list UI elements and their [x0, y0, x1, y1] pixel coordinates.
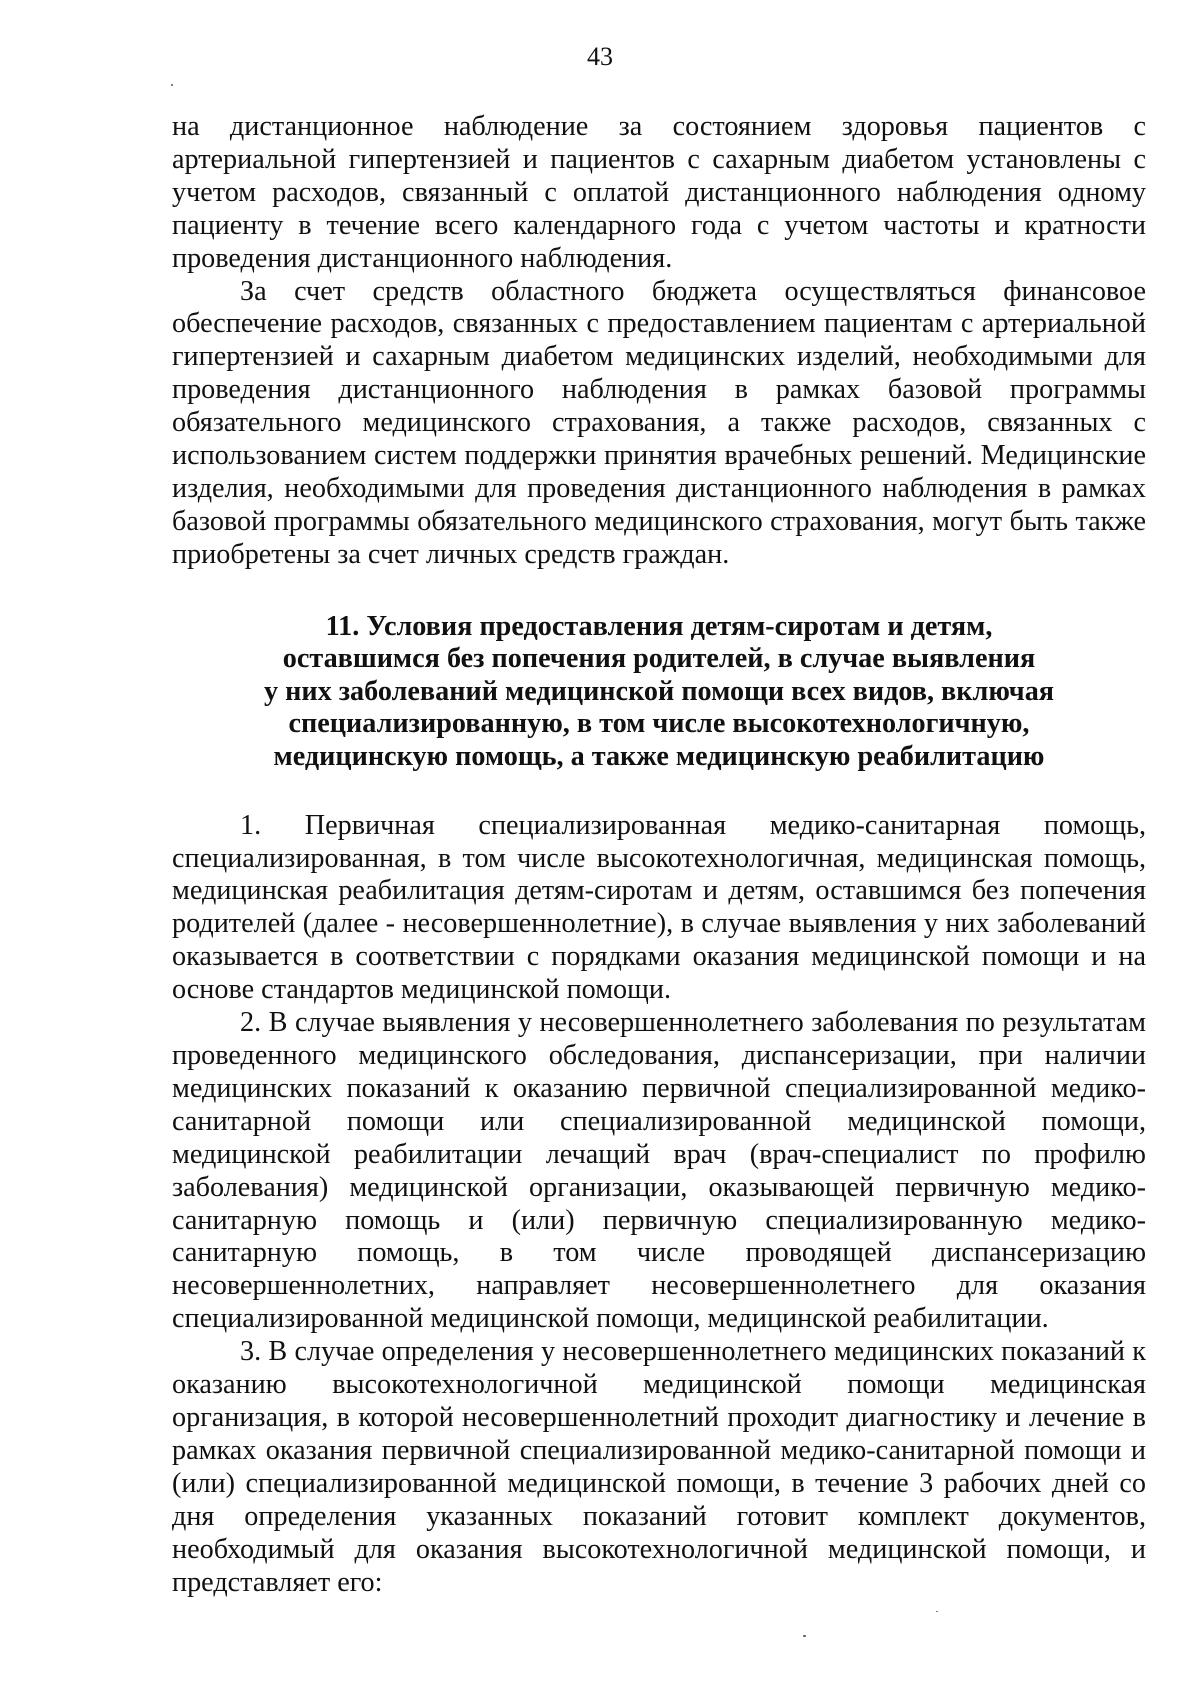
section-heading-line: медицинскую помощь, а также медицинскую реабилитацию — [273, 741, 1045, 773]
scan-speck — [803, 1635, 806, 1637]
section-heading-line: специализированную, в том числе высокотехнологичную, — [288, 708, 1030, 740]
section-heading-line: оставшимся без попечения родителей, в случае выявления — [282, 643, 1036, 675]
scan-speck — [171, 84, 173, 86]
paragraph-item-3: 3. В случае определения у несовершеннолетнего медицинских показаний к оказанию высокотехнологичной медицинской помощи медицинская организация, в которой несовершеннолетний проходит диагностику и лечение в рамках оказания первичной специализированной медико-санитарной помощи и (или) специализированной медицинской помощи, в течение 3 рабочих дней со дня определения указанных показаний готовит комплект документов, необходимый для оказания высокотехнологичной медицинской помощи, и представляет его: — [172, 1336, 1146, 1598]
section-heading-line: 11. Условия предоставления детям-сиротам и детям, — [325, 610, 993, 642]
paragraph-continuation: на дистанционное наблюдение за состоянием здоровья пациентов с артериальной гипертензией и пациентов с сахарным диабетом установлены с учетом расходов, связанный с оплатой дистанционного наблюдения одному пациенту в течение всего календарного года с учетом частоты и кратности проведения дистанционного наблюдения. — [172, 111, 1146, 274]
page-number: 43 — [587, 42, 613, 71]
paragraph-item-1: 1. Первичная специализированная медико-санитарная помощь, специализированная, в том числе высокотехнологичная, медицинская помощь, медицинская реабилитация детям-сиротам и детям, оставшимся без попечения родителей (далее - несовершеннолетние), в случае выявления у них заболеваний оказывается в соответствии с порядками оказания медицинской помощи и на основе стандартов медицинской помощи. — [172, 809, 1146, 1006]
paragraph-item-2: 2. В случае выявления у несовершеннолетнего заболевания по результатам проведенного медицинского обследования, диспансеризации, при наличии медицинских показаний к оказанию первичной специализированной медико-санитарной помощи или специализированной медицинской помощи, медицинской реабилитации лечащий врач (врач-специалист по профилю заболевания) медицинской организации, оказывающей первичную медико-санитарную помощь и (или) первичную специализированную медико-санитарную помощь, в том числе проводящей диспансеризацию несовершеннолетних, направляет несовершеннолетнего для оказания специализированной медицинской помощи, медицинской реабилитации. — [172, 1007, 1146, 1335]
section-heading — [172, 611, 1146, 774]
scan-speck — [936, 1611, 938, 1612]
section-heading-line: у них заболеваний медицинской помощи всех видов, включая — [263, 675, 1055, 707]
document-body — [172, 111, 1146, 1599]
paragraph-regional-budget: За счет средств областного бюджета осуществляться финансовое обеспечение расходов, связанных с предоставлением пациентам с артериальной гипертензией и сахарным диабетом медицинских изделий, необходимыми для проведения дистанционного наблюдения в рамках базовой программы обязательного медицинского страхования, а также расходов, связанных с использованием систем поддержки принятия врачебных решений. Медицинские изделия, необходимыми для проведения дистанционного наблюдения в рамках базовой программы обязательного медицинского страхования, могут быть также приобретены за счет личных средств граждан. — [172, 275, 1146, 570]
